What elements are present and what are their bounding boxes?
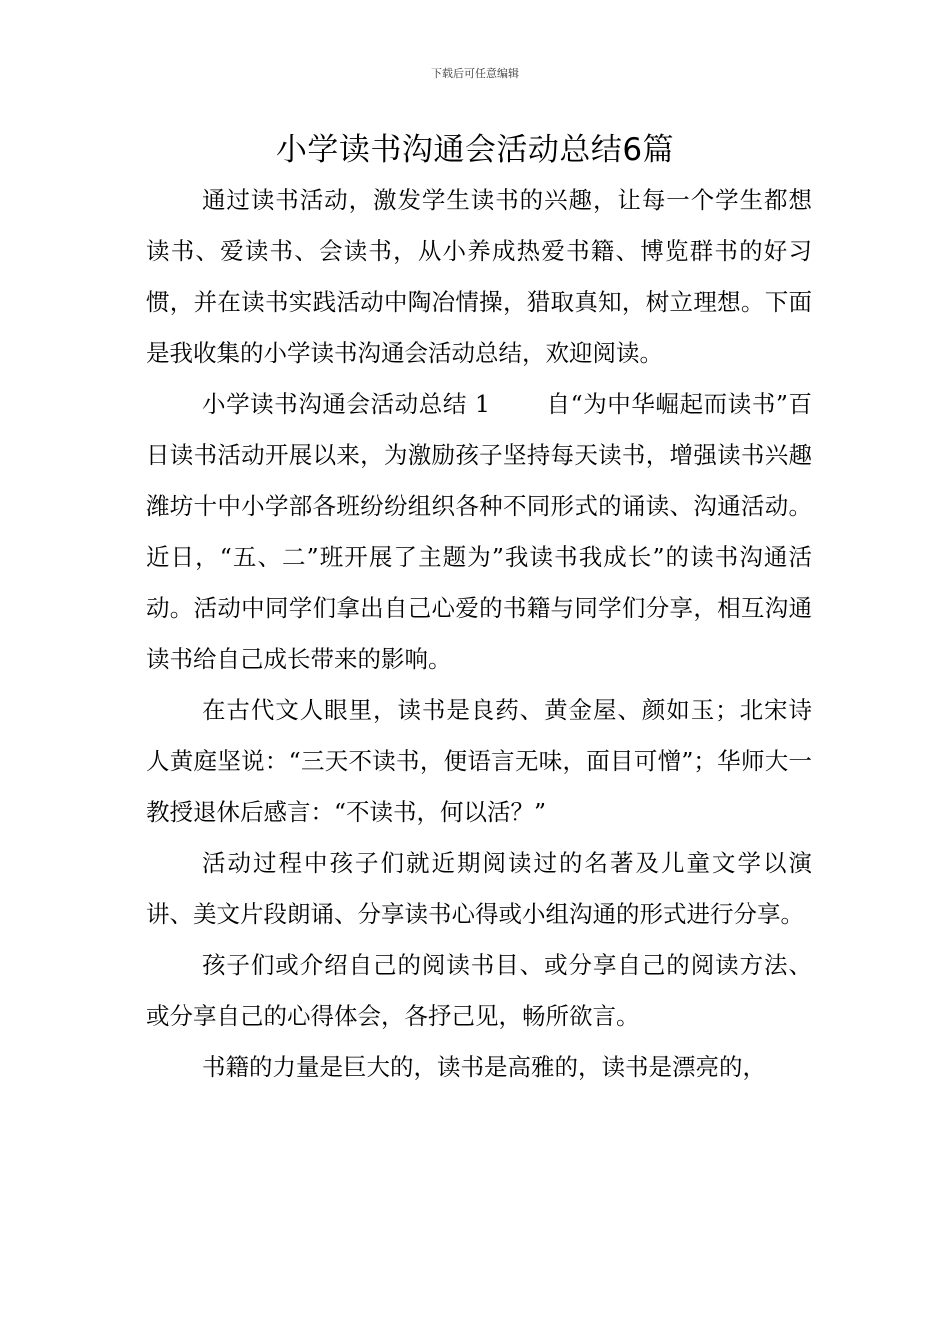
sharing-paragraph: 孩子们或介绍自己的阅读书目、或分享自己的阅读方法、或分享自己的心得体会，各抒己见，畅所欲言。 — [146, 951, 812, 1030]
closing-paragraph: 书籍的力量是巨大的，读书是高雅的，读书是漂亮的， — [202, 1053, 766, 1081]
section-heading: 小学读书沟通会活动总结 1 — [202, 390, 490, 418]
section-1-text: 自“为中华崛起而读书”百日读书活动开展以来，为激励孩子坚持每天读书，增强读书兴趣潍坊十中小学部各班纷纷组织各种不同形式的诵读、沟通活动。近日，“五、二”班开展了主题为”我读书我成长”的读书沟通活动。活动中同学们拿出自己心爱的书籍与同学们分享，相互沟通读书给自己成长带来的影响。 — [146, 390, 813, 673]
intro-paragraph: 通过读书活动，激发学生读书的兴趣，让每一个学生都想读书、爱读书、会读书，从小养成热爱书籍、博览群书的好习惯，并在读书实践活动中陶冶情操，猎取真知，树立理想。下面是我收集的小学读书沟通会活动总结，欢迎阅读。 — [146, 186, 812, 367]
section-1-paragraph — [146, 379, 812, 685]
header-note: 下载后可任意编辑 — [431, 67, 519, 80]
activity-paragraph: 活动过程中孩子们就近期阅读过的名著及儿童文学以演讲、美文片段朗诵、分享读书心得或小组沟通的形式进行分享。 — [146, 849, 812, 928]
quote-paragraph: 在古代文人眼里，读书是良药、黄金屋、颜如玉；北宋诗人黄庭坚说：“三天不读书，便语言无味，面目可憎”；华师大一教授退休后感言：“不读书，何以活？” — [146, 696, 812, 826]
document-body — [146, 175, 812, 1093]
document-title: 小学读书沟通会活动总结6篇 — [275, 132, 675, 168]
